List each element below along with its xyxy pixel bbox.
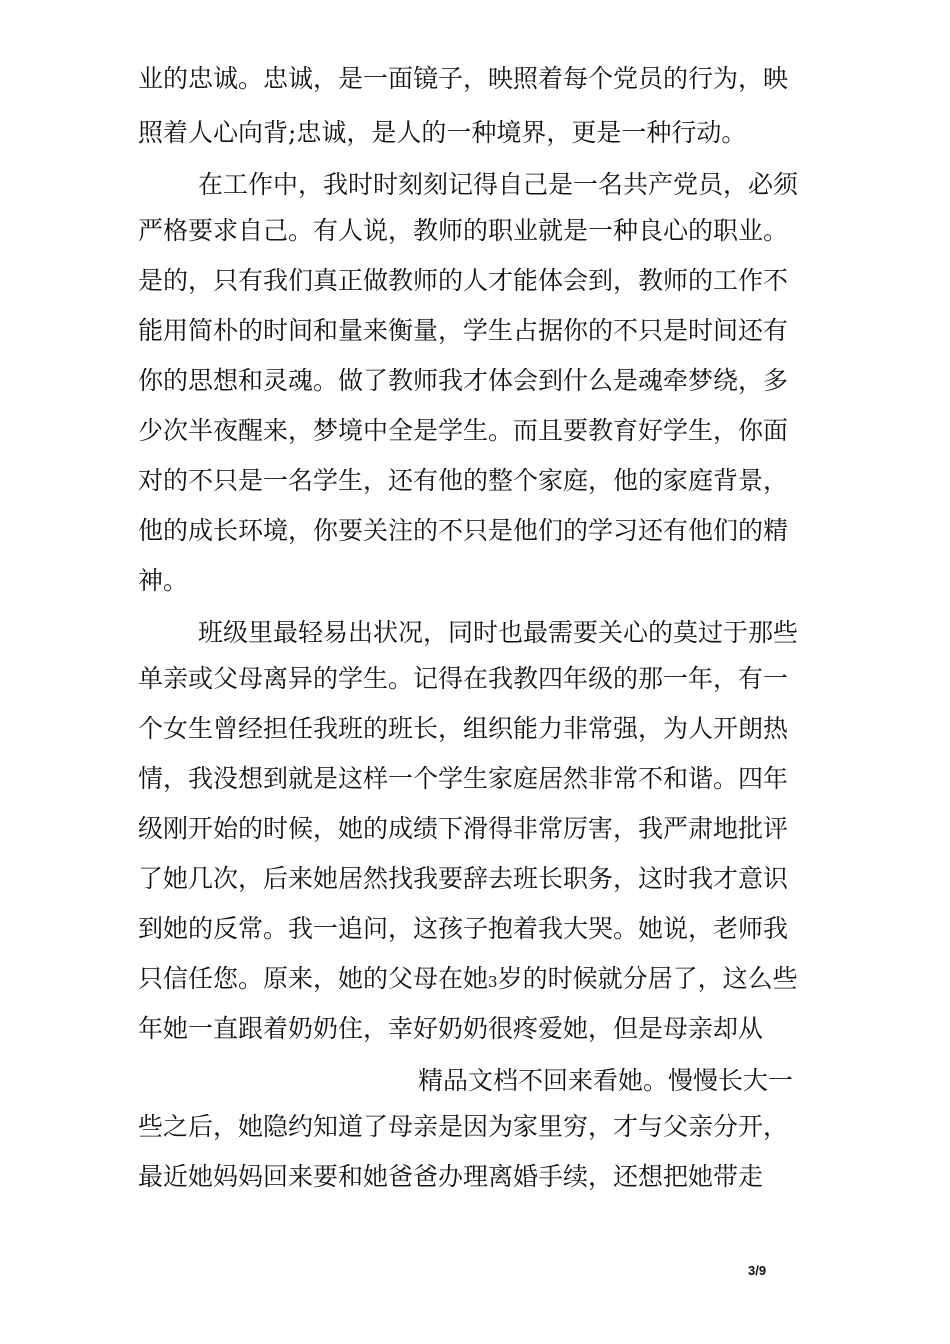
paragraph-start-line: 班级里最轻易出状况，同时也最需要关心的莫过于那些 [198, 618, 799, 647]
watermark-text-line: 精品文档不回来看她。慢慢长大一 [418, 1066, 794, 1095]
paragraph-start-line: 在工作中，我时时刻刻记得自己是一名共产党员，必须 [198, 170, 799, 199]
text-line-with-number [138, 964, 798, 997]
text-line: 他的成长环境，你要关注的不只是他们的学习还有他们的精 [138, 516, 789, 545]
text-line: 情，我没想到就是这样一个学生家庭居然非常不和谐。四年 [138, 764, 789, 793]
text-segment: 只信任您。原来，她的父母在她 [138, 964, 489, 993]
text-line: 神。 [138, 566, 189, 595]
text-line: 你的思想和灵魂。做了教师我才体会到什么是魂牵梦绕，多 [138, 366, 789, 395]
text-line: 能用简朴的时间和量来衡量，学生占据你的不只是时间还有 [138, 316, 789, 345]
text-line: 严格要求自己。有人说，教师的职业就是一种良心的职业。 [138, 216, 789, 245]
text-segment: 岁的时候就分居了，这么些 [497, 964, 798, 993]
text-line: 个女生曾经担任我班的班长，组织能力非常强，为人开朗热 [138, 714, 789, 743]
page-number: 3/9 [748, 1263, 767, 1278]
inline-number: 3 [488, 973, 498, 991]
text-line: 级刚开始的时候，她的成绩下滑得非常厉害，我严肃地批评 [138, 814, 789, 843]
text-line: 些之后，她隐约知道了母亲是因为家里穷，才与父亲分开， [138, 1112, 789, 1141]
text-line: 年她一直跟着奶奶住，幸好奶奶很疼爱她，但是母亲却从 [138, 1014, 764, 1043]
text-line: 是的，只有我们真正做教师的人才能体会到，教师的工作不 [138, 266, 789, 295]
text-line: 到她的反常。我一追问，这孩子抱着我大哭。她说，老师我 [138, 914, 789, 943]
text-line: 对的不只是一名学生，还有他的整个家庭，他的家庭背景， [138, 466, 789, 495]
text-line: 了她几次，后来她居然找我要辞去班长职务，这时我才意识 [138, 864, 789, 893]
text-line: 单亲或父母离异的学生。记得在我教四年级的那一年，有一 [138, 664, 789, 693]
text-line: 业的忠诚。忠诚，是一面镜子，映照着每个党员的行为，映 [138, 64, 789, 93]
text-line: 最近她妈妈回来要和她爸爸办理离婚手续，还想把她带走 [138, 1162, 764, 1191]
text-line: 照着人心向背;忠诚，是人的一种境界，更是一种行动。 [138, 118, 747, 147]
text-line: 少次半夜醒来，梦境中全是学生。而且要教育好学生，你面 [138, 416, 789, 445]
